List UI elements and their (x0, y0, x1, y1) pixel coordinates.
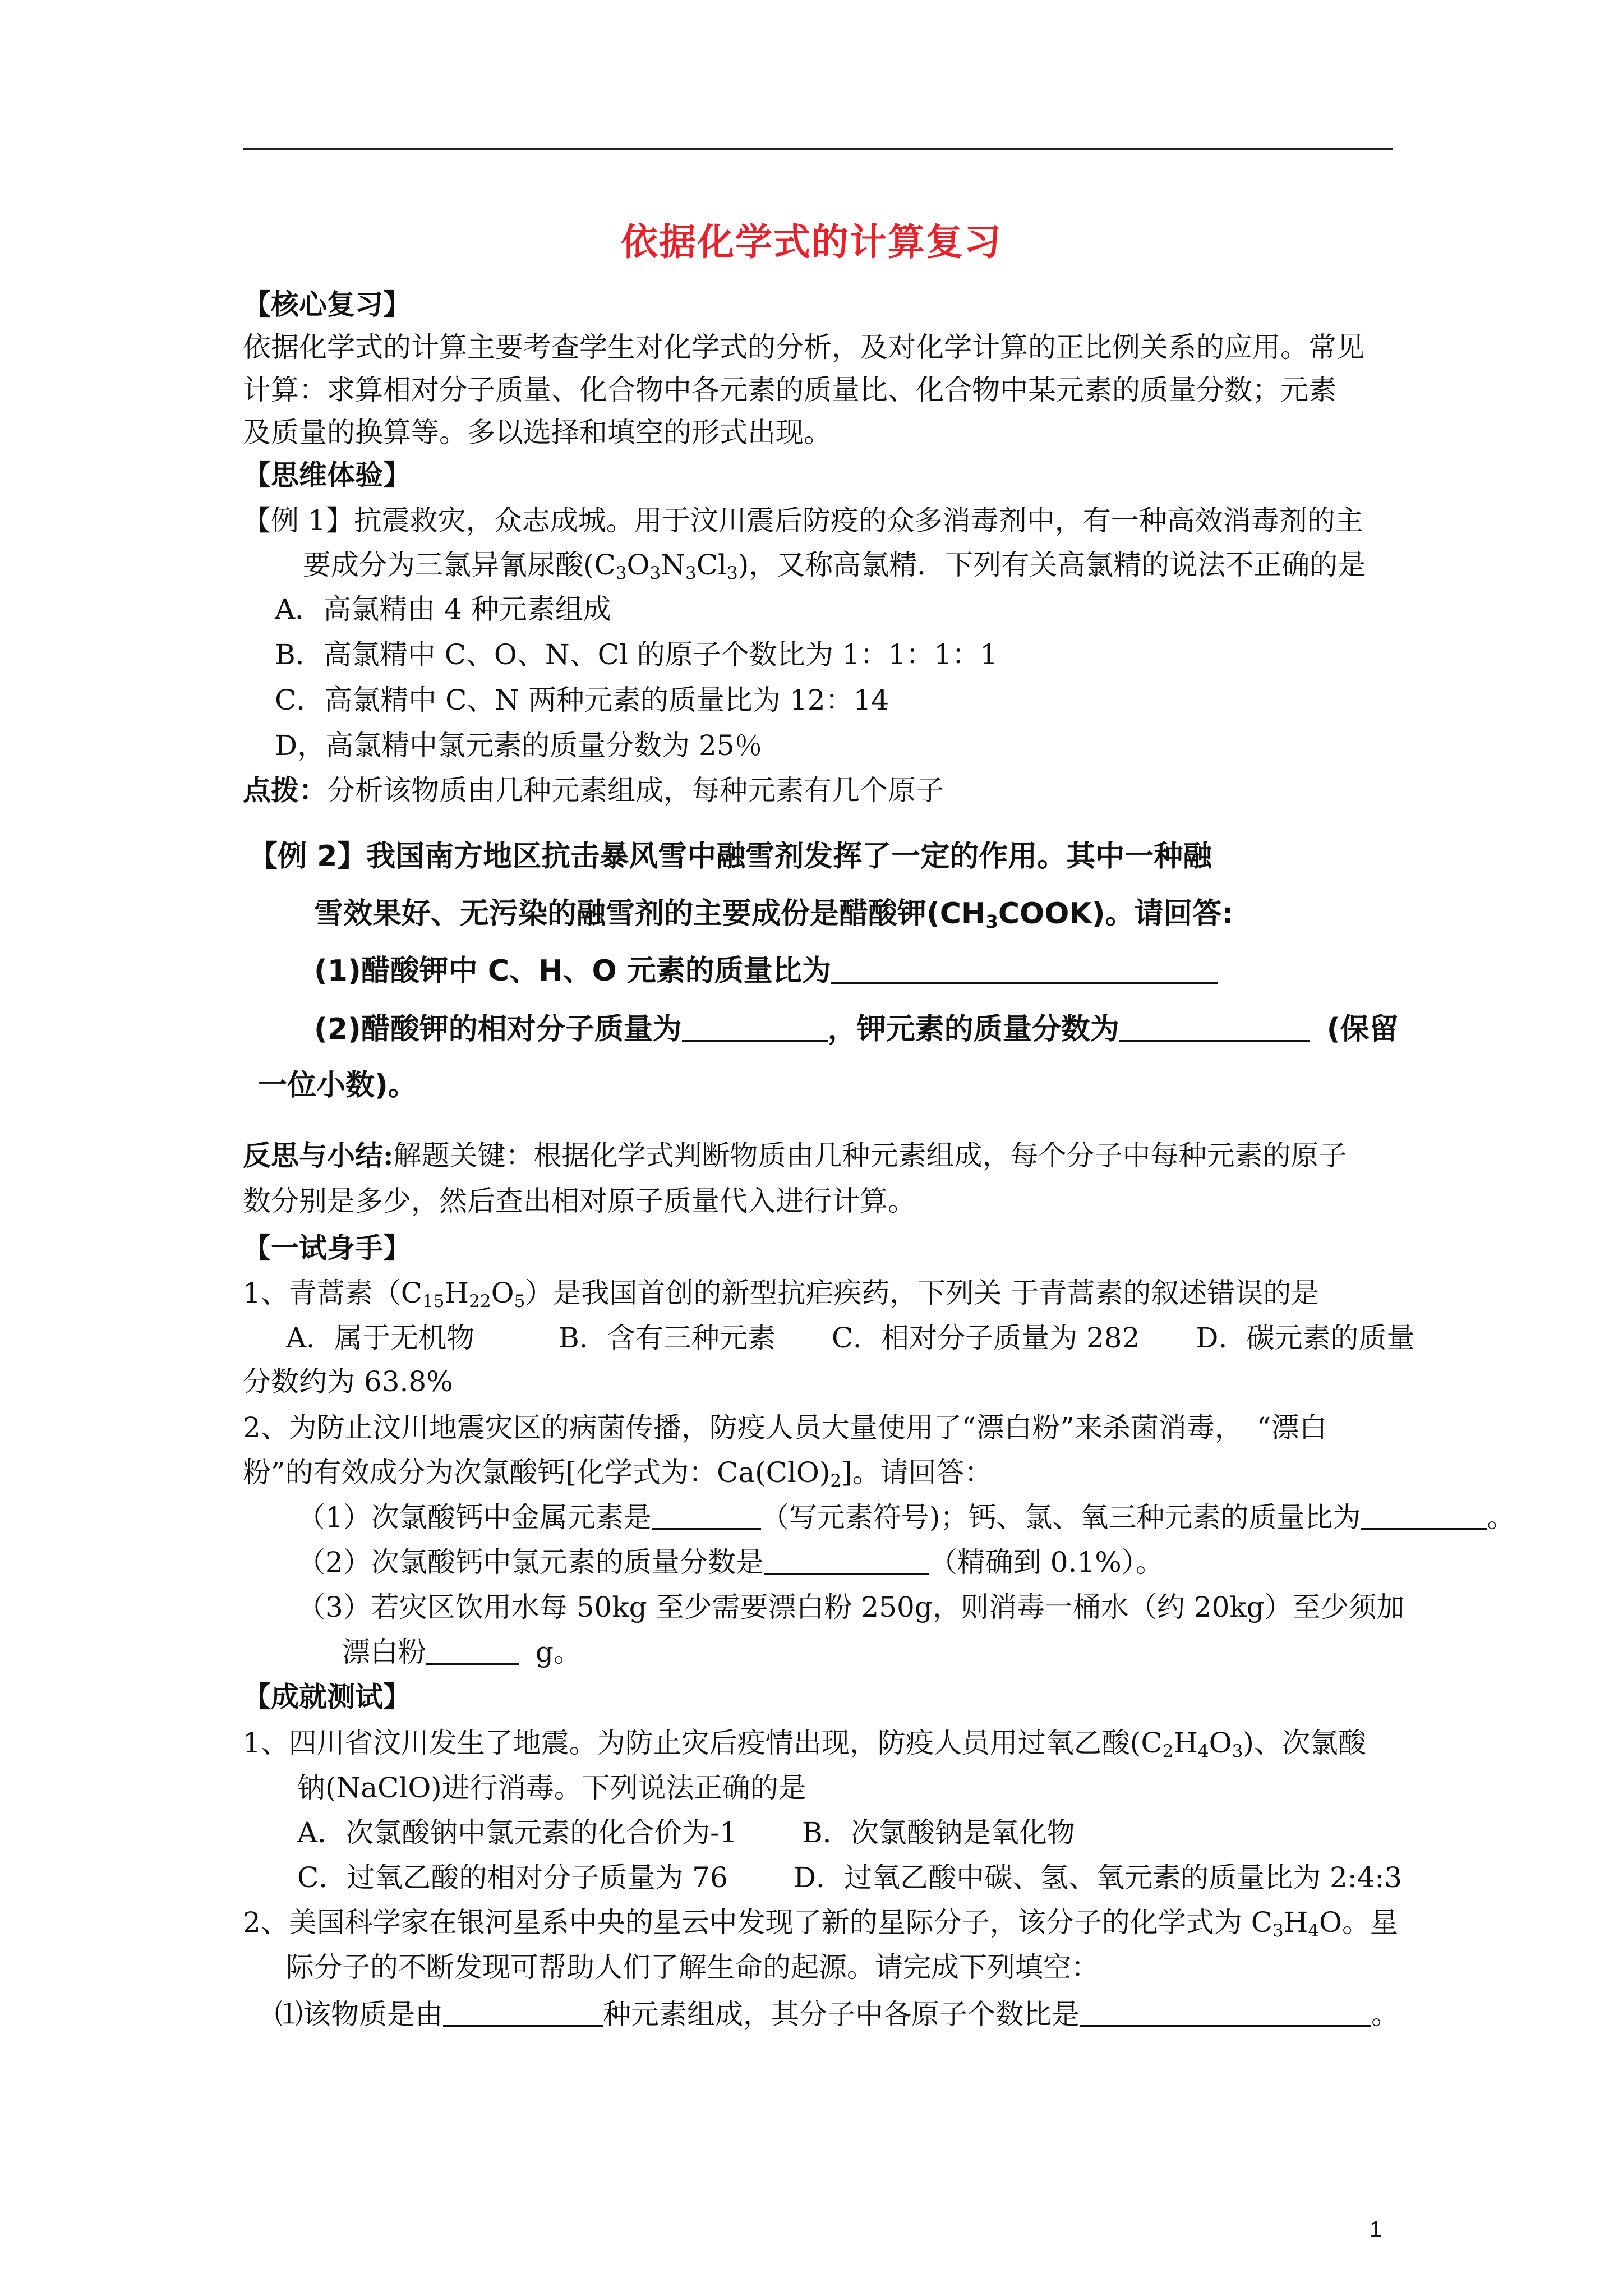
try-question-1-options: A．属于无机物 B．含有三种元素 C．相对分子质量为 282 D．碳元素的质量 (286, 1322, 1415, 1354)
page-title: 依据化学式的计算复习 (621, 220, 1002, 264)
answer-blank[interactable] (682, 1012, 828, 1042)
header-rule (243, 148, 1393, 150)
example-1-option-d: D，高氯精中氯元素的质量分数为 25％ (275, 729, 763, 762)
test-question-1-option-d: D．过氧乙酸中碳、氢、氧元素的质量比为 2:4:3 (794, 1861, 1403, 1894)
example-1-line-2: 要成分为三氯异氰尿酸$(C_3O_3N_3Cl_3)$，又称高氯精．下列有关高氯精的说法不正确的是 (303, 549, 1366, 583)
try-question-2-part-2: （2）次氯酸钙中氯元素的质量分数是 （精确到 0.1%）。 (297, 1546, 1164, 1579)
test-question-1-option-c: C．过氧乙酸的相对分子质量为 76 (297, 1861, 728, 1894)
example-1-option-a: A．高氯精由 4 种元素组成 (275, 593, 611, 625)
reflection-line-2: 数分别是多少，然后查出相对原子质量代入进行计算。 (243, 1185, 916, 1217)
test-question-1-line-2: 钠(NaClO)进行消毒。下列说法正确的是 (297, 1772, 806, 1804)
test-heading: 【成就测试】 (243, 1680, 411, 1713)
core-line-1: 依据化学式的计算主要考查学生对化学式的分析，及对化学计算的正比例关系的应用。常见 (243, 331, 1364, 364)
try-question-2-part-3-continued: 漂白粉 g。 (342, 1636, 582, 1668)
core-heading: 【核心复习】 (243, 288, 411, 321)
example-1-option-b: B．高氯精中 C、O、N、Cl 的原子个数比为 1：1：1：1 (275, 638, 998, 671)
test-question-1-option-a: A．次氯酸钠中氯元素的化合价为-1 (297, 1816, 737, 1849)
answer-blank[interactable] (1119, 1012, 1310, 1042)
example-1-hint: 点拨：分析该物质由几种元素组成，每种元素有几个原子 (243, 774, 944, 807)
example-1-option-c: C．高氯精中 C、N 两种元素的质量比为 12：14 (275, 684, 889, 716)
answer-blank[interactable] (652, 1500, 761, 1530)
try-question-2-line-2: 粉”的有效成分为次氯酸钙[化学式为：$Ca(ClO)_2$]。请回答： (243, 1456, 993, 1491)
try-question-1-continued: 分数约为 63.8% (243, 1365, 453, 1398)
page-number: 1 (1370, 2217, 1382, 2242)
example-2-question-1: (1)醋酸钾中 C、H、O 元素的质量比为 (314, 951, 1218, 991)
thinking-heading: 【思维体验】 (243, 458, 411, 491)
example-2-line-1: 【例 2】我国南方地区抗击暴风雪中融雪剂发挥了一定的作用。其中一种融 (248, 840, 1212, 873)
test-question-2-line-2: 际分子的不断发现可帮助人们了解生命的起源。请完成下列填空： (286, 1951, 1099, 1984)
example-2-question-2-tail: 一位小数)。 (258, 1069, 417, 1102)
test-question-2-line-1: 2、美国科学家在银河星系中央的星云中发现了新的星际分子，该分子的化学式为 $C_3H_4O$。星 (243, 1906, 1399, 1941)
test-question-2-part-1: ⑴该物质是由 种元素组成，其分子中各原子个数比是 。 (275, 1998, 1399, 2031)
test-question-1-option-b: B．次氯酸钠是氧化物 (802, 1816, 1075, 1849)
example-2-question-2: (2)醋酸钾的相对分子质量为 ，钾元素的质量分数为 (保留 (314, 1013, 1399, 1046)
core-line-3: 及质量的换算等。多以选择和填空的形式出现。 (243, 416, 832, 449)
try-heading: 【一试身手】 (243, 1231, 411, 1264)
example-1-line-1: 【例 1】抗震救灾，众志成城。用于汶川震后防疫的众多消毒剂中，有一种高效消毒剂的主 (243, 504, 1363, 537)
core-line-2: 计算：求算相对分子质量、化合物中各元素的质量比、化合物中某元素的质量分数；元素 (243, 374, 1336, 406)
example-2-line-2: 雪效果好、无污染的融雪剂的主要成份是醋酸钾$(CH_3COOK)$。请回答: (314, 897, 1234, 933)
try-question-2-part-3: （3）若灾区饮用水每 50kg 至少需要漂白粉 250g，则消毒一桶水（约 20kg）至少须加 (297, 1591, 1405, 1623)
test-question-1-line-1: 1、四川省汶川发生了地震。为防止灾后疫情出现，防疫人员用过氧乙酸$(C_2H_4O_3)$、次氯酸 (243, 1727, 1366, 1761)
answer-blank[interactable] (764, 1545, 929, 1575)
try-question-2-part-1: （1）次氯酸钙中金属元素是 （写元素符号)；钙、氯、氧三种元素的质量比为 。 (297, 1501, 1515, 1534)
answer-blank[interactable] (1080, 1997, 1371, 2027)
answer-blank[interactable] (426, 1635, 519, 1665)
answer-blank[interactable] (1361, 1500, 1487, 1530)
answer-blank[interactable] (443, 1997, 603, 2027)
try-question-2-line-1: 2、为防止汶川地震灾区的病菌传播，防疫人员大量使用了“漂白粉”来杀菌消毒， “漂白 (243, 1411, 1327, 1444)
try-question-1: 1、青蒿素$(C_{15}H_{22}O_5)$是我国首创的新型抗疟疾药，下列关 于青蒿素的叙述错误的是 (243, 1277, 1320, 1312)
reflection-line-1: 反思与小结:解题关键：根据化学式判断物质由几种元素组成，每个分子中每种元素的原子 (243, 1139, 1347, 1172)
answer-blank[interactable] (831, 954, 1218, 984)
